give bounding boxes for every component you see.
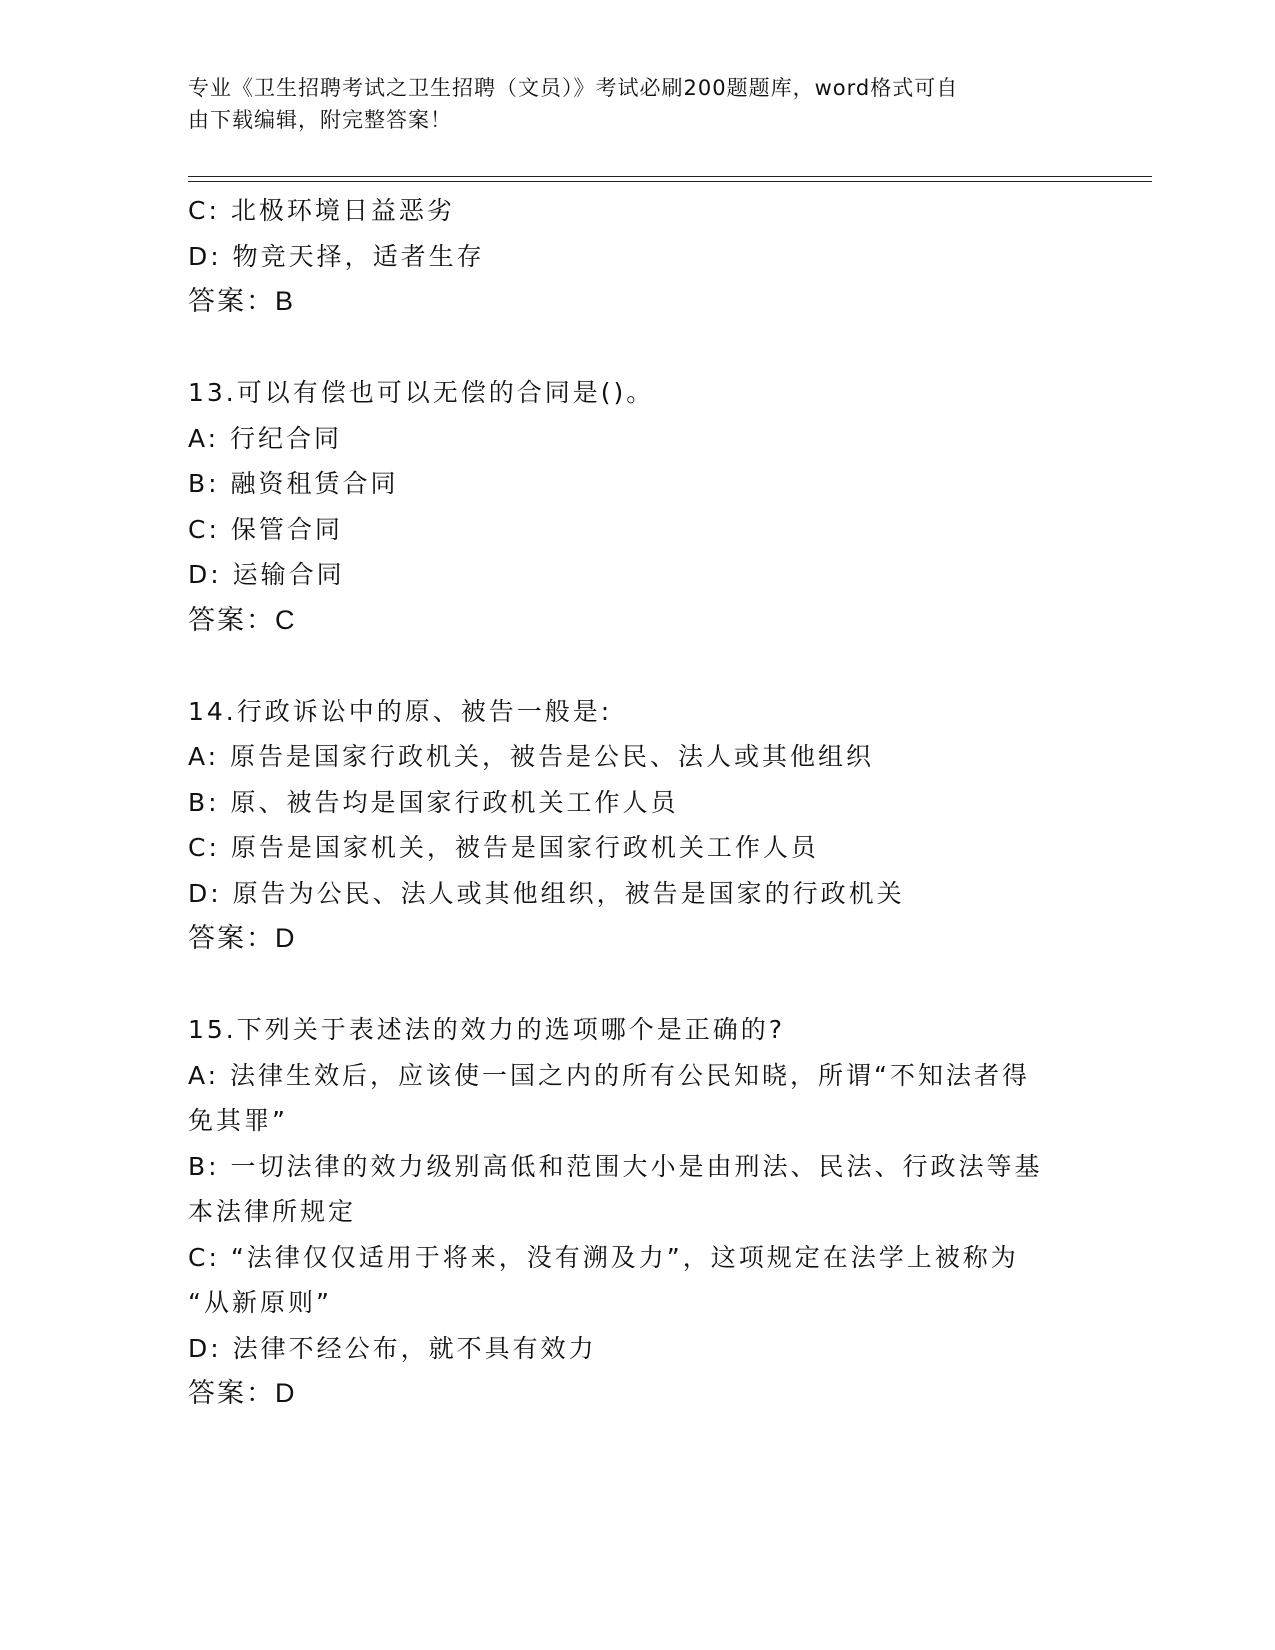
question-13 xyxy=(188,370,1088,643)
question-stem: 15.下列关于表述法的效力的选项哪个是正确的? xyxy=(188,1015,786,1044)
header-divider-top xyxy=(188,176,1152,177)
answer-label: 答案：D xyxy=(188,923,297,953)
spacer xyxy=(188,643,1088,689)
option-d: D: 物竞天择，适者生存 xyxy=(188,241,485,271)
question-stem: 14.行政诉讼中的原、被告一般是: xyxy=(188,696,613,726)
option-a-line-1: A: 法律生效后，应该使一国之内的所有公民知晓，所谓“不知法者得 xyxy=(188,1060,1030,1090)
answer-label: 答案：B xyxy=(188,286,296,316)
document-header xyxy=(188,72,1068,136)
option-a-line-2: 免其罪” xyxy=(188,1106,288,1135)
option-d: D: 原告为公民、法人或其他组织，被告是国家的行政机关 xyxy=(188,878,905,908)
option-d: D: 法律不经公布，就不具有效力 xyxy=(188,1333,597,1363)
answer-label: 答案：D xyxy=(188,1378,297,1408)
option-b-line-2: 本法律所规定 xyxy=(188,1197,357,1226)
option-c-line-1: C: “法律仅仅适用于将来，没有溯及力”，这项规定在法学上被称为 xyxy=(188,1242,1019,1272)
option-b: B: 原、被告均是国家行政机关工作人员 xyxy=(188,787,679,817)
question-14 xyxy=(188,689,1088,962)
option-c-line-2: “从新原则” xyxy=(188,1288,332,1317)
option-b-line-1: B: 一切法律的效力级别高低和范围大小是由刑法、民法、行政法等基 xyxy=(188,1151,1043,1181)
option-c: C: 保管合同 xyxy=(188,514,343,544)
question-list xyxy=(188,188,1088,1417)
question-12-continued xyxy=(188,188,1088,325)
option-a: A: 行纪合同 xyxy=(188,423,343,453)
option-c: C: 北极环境日益恶劣 xyxy=(188,196,455,225)
option-b: B: 融资租赁合同 xyxy=(188,469,399,498)
header-line-2: 由下载编辑，附完整答案！ xyxy=(188,108,452,132)
option-d: D: 运输合同 xyxy=(188,560,345,589)
question-15 xyxy=(188,1007,1088,1417)
header-divider-bottom xyxy=(188,181,1152,182)
spacer xyxy=(188,962,1088,1008)
header-line-1: 专业《卫生招聘考试之卫生招聘（文员）》考试必刷200题题库，word格式可自 xyxy=(188,76,959,100)
question-stem: 13.可以有偿也可以无偿的合同是()。 xyxy=(188,378,655,407)
answer-label: 答案：C xyxy=(188,604,297,635)
spacer xyxy=(188,325,1088,371)
option-a: A: 原告是国家行政机关，被告是公民、法人或其他组织 xyxy=(188,742,875,771)
option-c: C: 原告是国家机关，被告是国家行政机关工作人员 xyxy=(188,833,819,862)
